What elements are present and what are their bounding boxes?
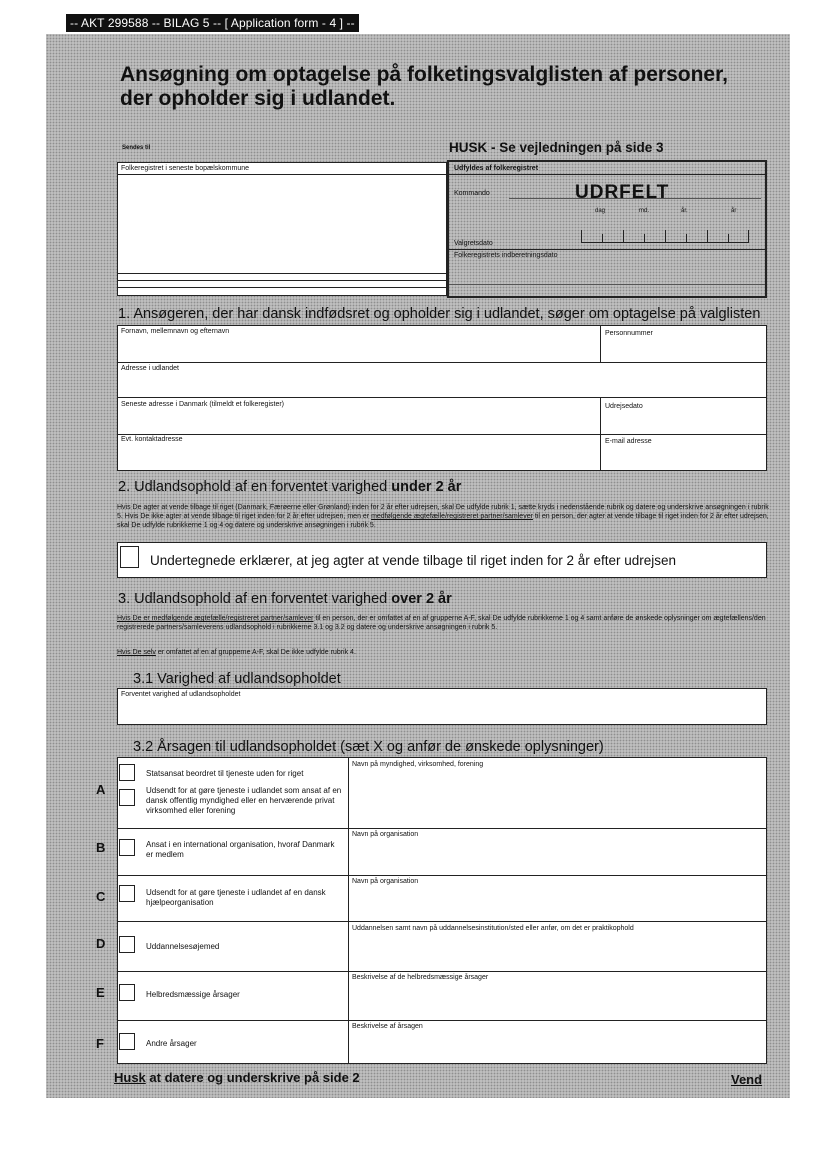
date-day-label: dag [595,208,606,214]
section2-title-bold: under 2 år [391,479,462,495]
group-c-field-label: Navn på organisation [352,878,419,885]
form-title-line1: Ansøgning om optagelse på folketingsvalglisten af personer, [120,63,728,86]
group-letter-a: A [96,782,106,797]
address-abroad-field[interactable] [118,363,766,397]
last-address-dk-label: Seneste adresse i Danmark (tilmeldt et folkeregister) [121,401,285,408]
group-e-field-label: Beskrivelse af de helbredsmæssige årsager [352,974,489,981]
group-b-field[interactable] [349,838,766,875]
contact-address-field[interactable] [118,435,600,471]
udrfelt-code: UDRFELT [575,182,670,203]
group-a-option1-label: Statsansat beordret til tjeneste uden for riget [146,769,304,778]
name-field-label: Fornavn, mellemnavn og efternavn [121,328,230,335]
group-a-field-label: Navn på myndighed, virksomhed, forening [352,761,484,768]
valgretsdato-label: Valgretsdato [454,240,493,247]
section3-para2-underlined: Hvis De selv [117,649,156,656]
group-letter-c: C [96,889,106,904]
group-f-checkbox[interactable] [119,1033,135,1050]
applicant-table [117,325,767,471]
section1-title: 1. Ansøgeren, der har dansk indfødsret og opholder sig i udlandet, søger om optagelse på valglisten [118,306,761,322]
footer-husk-word: Husk [114,1070,146,1085]
group-e-label: Helbredsmæssige årsager [146,990,240,999]
registry-use-box [447,160,767,298]
group-d-field-label: Uddannelsen samt navn på uddannelsesinstitution/sted eller anfør, om det er praktikophold [352,925,634,932]
cpr-field[interactable] [601,326,766,362]
address-abroad-label: Adresse i udlandet [121,365,179,372]
kommando-label: Kommando [454,190,490,197]
group-d-field[interactable] [349,932,766,971]
section2-instructions [117,503,769,530]
section3-instructions-1 [117,614,769,632]
date-month-label: md. [639,208,650,214]
email-field[interactable] [601,435,766,471]
group-b-field-label: Navn på organisation [352,831,419,838]
section3-para1-underlined: Hvis De er medfølgende ægtefælle/registreret partner/samlever [117,615,314,622]
section3-title-bold: over 2 år [391,591,452,607]
section3-para1-rest: til en person, der er omfattet af en af grupperne A-F, skal De udfylde rubrikkerne 1 og 4 samt anføre de ønskede oplysninger om ægtefællens/den registrerede partners/samleverens udlandsophold i rubrikkerne 3.1 og 3.2 og datere og underskrive ansøgningen i rubrik 5. [117,615,766,631]
departure-date-label: Udrejsedato [605,403,643,410]
group-letter-b: B [96,840,106,855]
group-a-option2-checkbox[interactable] [119,789,135,806]
section2-para-b: til en person, der agter at vende tilbage til riget inden for 2 år efter udrejsen, skal De udfylde rubrikkerne 1 og 4 og datere og underskrive ansøgningen i rubrik 5. [117,513,769,529]
last-address-dk-field[interactable] [118,398,600,434]
group-a-field[interactable] [349,768,766,828]
name-field[interactable] [118,326,600,362]
group-e-checkbox[interactable] [119,984,135,1001]
section2-para-a: Hvis De agter at vende tilbage til riget (Danmark, Færøerne eller Grønland) inden for 2 år efter udrejsen, skal De udfylde rubrik 1, sætte kryds i nedenstående rubrik og datere og underskrive ansøgningen i rubrik 5. Hvis De ikke agter at vende tilbage til riget inden for 2 år efter udrejsen, men er [117,504,769,520]
registry-use-label: Udfyldes af folkeregistret [454,165,539,172]
reasons-table [117,757,767,1064]
document-reference-banner: -- AKT 299588 -- BILAG 5 -- [ Application form - 4 ] -- [66,14,359,32]
cpr-field-label: Personnummer [605,330,653,337]
group-f-field[interactable] [349,1030,766,1063]
section3-title [118,591,452,607]
group-e-field[interactable] [349,981,766,1020]
date-year-label-1: år. [681,208,688,214]
form-title-line2: der opholder sig i udlandet. [120,87,396,110]
group-d-checkbox[interactable] [119,936,135,953]
section3-instructions-2 [117,648,769,657]
valgretsdato-input[interactable] [581,222,749,244]
group-b-label: Ansat i en international organisation, hvoraf Danmark er medlem [146,840,335,859]
group-a-option2-label: Udsendt for at gøre tjeneste i udlandet som ansat af en dansk offentlig myndighed eller en herværende privat virksomhed eller forening [146,786,342,815]
section2-title [118,479,461,495]
section32-title: 3.2 Årsagen til udlandsopholdet (sæt X og anfør de ønskede oplysninger) [133,739,604,755]
duration-field-label: Forventet varighed af udlandsopholdet [121,691,241,698]
group-letter-e: E [96,985,105,1000]
email-label: E-mail adresse [605,438,652,445]
section2-declaration-text: Undertegnede erklærer, at jeg agter at vende tilbage til riget inden for 2 år efter udrejsen [150,553,677,568]
footer-reminder [114,1070,360,1085]
group-c-checkbox[interactable] [119,885,135,902]
section2-title-text: 2. Udlandsophold af en forventet varighed [118,479,392,495]
section3-title-text: 3. Udlandsophold af en forventet varighed [118,591,392,607]
recipient-address-box[interactable] [117,162,447,296]
date-year-label-2: år [731,208,737,214]
section31-title: 3.1 Varighed af udlandsopholdet [133,671,341,687]
group-c-field[interactable] [349,885,766,921]
section2-declaration-checkbox[interactable] [120,546,139,568]
husk-header: HUSK - Se vejledningen på side 3 [449,140,664,155]
duration-field[interactable] [117,688,767,725]
group-c-label: Udsendt for at gøre tjeneste i udlandet af en dansk hjælpeorganisation [146,888,326,907]
departure-date-field[interactable] [601,398,766,434]
section2-para-underlined: medfølgende ægtefælle/registreret partner/samlever [371,513,533,520]
group-letter-f: F [96,1036,104,1051]
contact-address-label: Evt. kontaktadresse [121,436,183,443]
footer-reminder-text: at datere og underskrive på side 2 [145,1070,360,1085]
indberetning-label: Folkeregistrets indberetningsdato [454,252,558,259]
group-letter-d: D [96,936,106,951]
recipient-address-label: Folkeregistret i seneste bopælskommune [121,165,250,172]
group-f-label: Andre årsager [146,1039,197,1048]
group-f-field-label: Beskrivelse af årsagen [352,1023,423,1030]
group-b-checkbox[interactable] [119,839,135,856]
group-a-option1-checkbox[interactable] [119,764,135,781]
vend-link[interactable]: Vend [731,1072,763,1087]
sendes-til-label: Sendes til [122,145,151,151]
section3-para2-rest: er omfattet af en af grupperne A-F, skal De ikke udfylde rubrik 4. [155,649,356,656]
group-d-label: Uddannelsesøjemed [146,942,220,951]
section2-declaration-box [117,542,767,578]
